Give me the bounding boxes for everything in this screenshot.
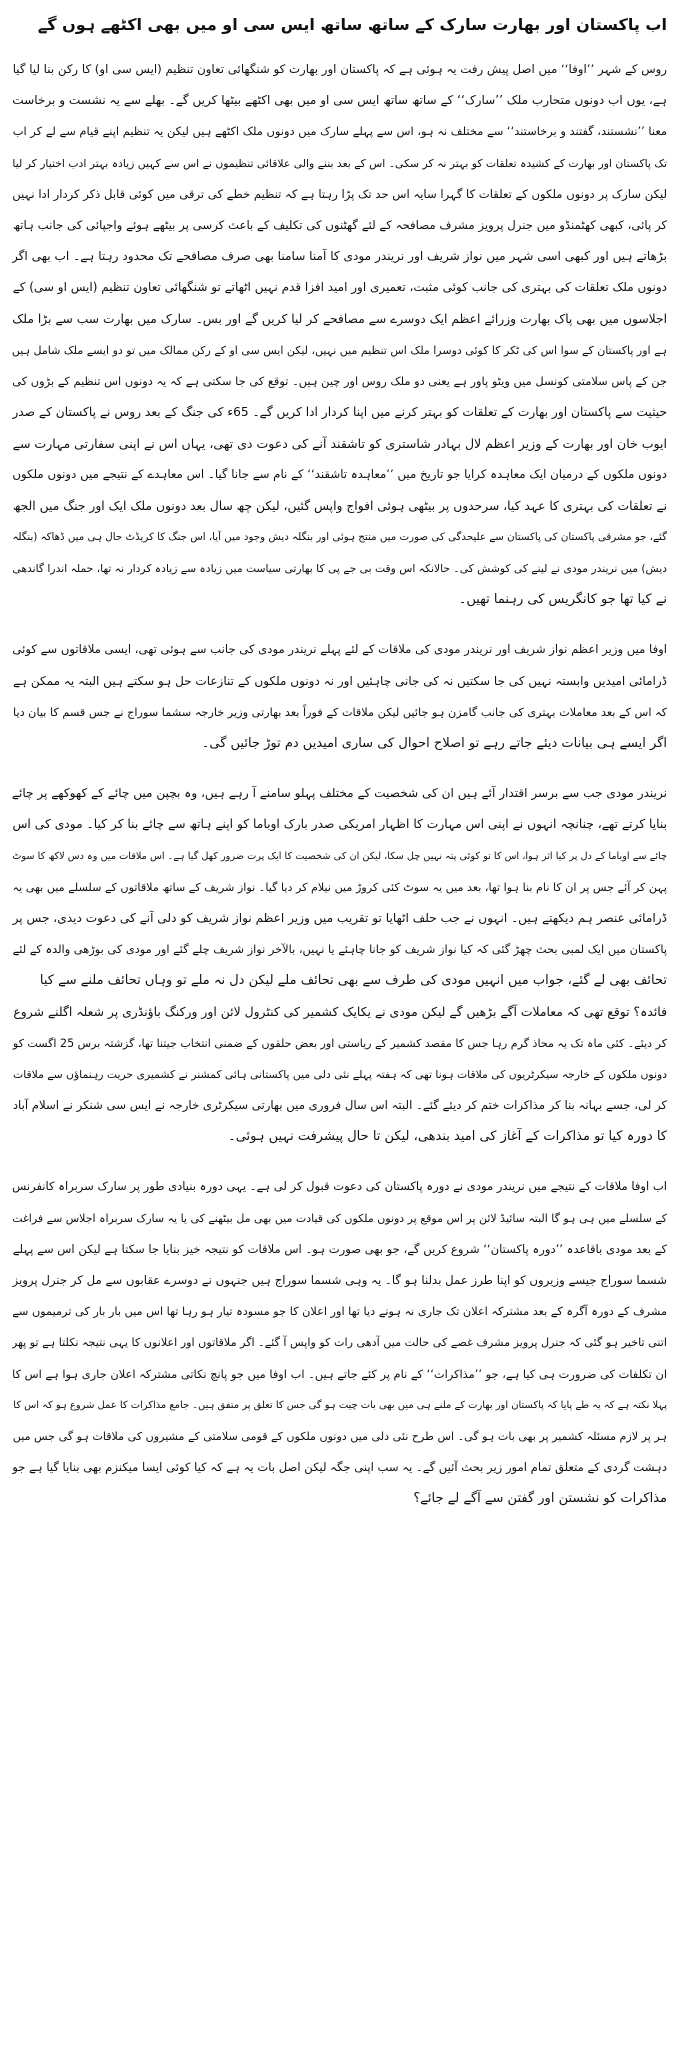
paragraph-line: مشرف کے دورہ آگرہ کے بعد مشترکہ اعلان تک جاری نہ ہونے دیا تھا اور اعلان کا جو مسودہ تیار ہو رہا تھا اس میں بار بار کی ترمیموں سے [12,1305,667,1319]
paragraph-line: ڈرامائی عنصر ہم دیکھتے ہیں۔ انہوں نے جب حلف اٹھایا تو تقریب میں وزیر اعظم نواز شریف کو دلی آنے کی دعوت دیدی، جس پر [12,910,667,925]
paragraph-line: کہ اس کے بعد معاملات بہتری کی جانب گامزن ہو جائیں لیکن ملاقات کے فوراً بعد بھارتی وزیر خارجہ سشما سوراج نے جس قسم کا بیان دیا [13,705,667,719]
article-body [12,54,667,1514]
paragraph-line: چائے سے اوباما کے دل پر کیا اثر ہوا، اس کا تو کوئی پتہ نہیں چل سکا، لیکن ان کی شخصیت کا ایک پرت ضرور کھل گیا ہے۔ اس ملاقات میں وہ دس لاکھ کا سوٹ [12,850,667,862]
paragraph-line: اتنی تاخیر ہو گئی کہ جنرل پرویز مشرف غصے کی حالت میں آدھی رات کو واپس آ گئے۔ اگر ملاقاتوں اور اعلانوں کا یہی نتیجہ نکلتا ہے تو پھر [12,1336,667,1350]
article-paragraph [12,54,667,615]
paragraph-line: جن کے پاس سلامتی کونسل میں ویٹو پاور ہے یعنی دو ملک روس اور چین ہیں۔ توقع کی جا سکتی ہے کہ یہ دونوں اس تنظیم کے بڑوں کی [12,373,667,388]
paragraph-line: نے تعلقات کی بہتری کا عہد کیا، سرحدوں پر بیٹھی ہوئی افواج واپس گئیں، لیکن چھ سال بعد دونوں ملک ایک اور جنگ میں الجھ [12,498,667,513]
paragraph-line: دونوں ملکوں کے درمیان ایک معاہدہ کرایا جو تاریخ میں ’’معاہدہ تاشقند‘‘ کے نام سے جانا گیا۔ اس معاہدے کے نتیجے میں دونوں ملکوں [12,467,667,482]
paragraph-line: اگر ایسے ہی بیانات دیئے جاتے رہے تو اصلاح احوال کی ساری امیدیں دم توڑ جائیں گی۔ [201,735,667,751]
paragraph-line: پہن کر آئے جس پر ان کا نام بنا ہوا تھا، بعد میں یہ سوٹ کئی کروڑ میں نیلام کر دیا گیا۔ نواز شریف کے ساتھ ملاقاتوں کے سلسلے میں بھی یہ [12,880,667,894]
paragraph-line: بنایا کرتے تھے، چنانچہ انہوں نے اپنی اس مہارت کا اظہار امریکی صدر بارک اوباما کو اپنے ہاتھ سے چائے بنا کر کیا۔ مودی کی اس [12,817,667,832]
paragraph-line: ہے اور پاکستان کے سوا اس کی ٹکر کا کوئی دوسرا ملک اس تنظیم میں نہیں، لیکن ایس سی او کے رکن ممالک میں تو دو ایسے ملک شامل ہیں [12,343,667,357]
paragraph-line: ڈرامائی امیدیں وابستہ نہیں کی جا سکتیں نہ کی جانی چاہئیں اور نہ دونوں ملکوں کے تنازعات حل ہو سکتے ہیں البتہ یہ ممکن ہے [12,673,667,688]
paragraph-line: ہر پر لازم مسئلہ کشمیر پر بھی بات ہو گی۔ اس طرح نئی دلی میں دونوں ملکوں کے قومی سلامتی کے مشیروں کی ملاقات ہو گی جس میں [12,1429,667,1443]
paragraph-line: مذاکرات کو نشستن اور گفتن سے آگے لے جائے؟ [413,1491,667,1507]
paragraph-line: نریندر مودی جب سے برسر اقتدار آئے ہیں ان کی شخصیت کے مختلف پہلو سامنے آ رہے ہیں، وہ بچپن میں چائے کے کھوکھے پر چائے [12,786,667,801]
paragraph-line: پاکستان میں ایک لمبی بحث چھڑ گئی کہ کیا نواز شریف کو جانا چاہئے یا نہیں، بالآخر نواز شریف چلے گئے اور مودی کی بوڑھی والدہ کے لئے [12,942,667,957]
paragraph-line: معنا ’’نشستند، گفتند و برخاستند‘‘ سے مختلف نہ ہو، اس سے پہلے سارک میں دونوں ملک اکٹھے ہیں لیکن یہ تنظیم اپنے قیام سے لے کر اب [12,124,667,139]
paragraph-line: دہشت گردی کے متعلق تمام امور زیر بحث آئیں گے۔ یہ سب اپنی جگہ لیکن اصل بات یہ ہے کہ کیا کوئی ایسا میکنزم بھی بنایا گیا ہے جو [12,1460,667,1475]
paragraph-line: نے کیا تھا جو کانگریس کی رہنما تھیں۔ [458,592,667,608]
paragraph-line: دونوں ملک تعلقات کی بہتری کی جانب کوئی مثبت، تعمیری اور امید افزا قدم نہیں اٹھاتے تو شنگھائی تعاون تنظیم (ایس او سی) کے [12,280,667,295]
paragraph-line: تک پاکستان اور بھارت کے کشیدہ تعلقات کو بہتر نہ کر سکی۔ اس کے بعد بننے والی علاقائی تنظیموں نے اس سے کہیں زیادہ بہتر ادب اختیار کر لیا [12,156,667,170]
paragraph-line: دیش) میں نریندر مودی نے لینے کی کوشش کی۔ حالانکہ اس وقت بی جے پی کا بھارتی سیاست میں زیادہ سے زیادہ کردار نہ تھا، حملہ اندرا گاندھی [12,562,667,575]
paragraph-line: کر دیئے۔ کئی ماہ تک یہ محاذ گرم رہا جس کا مقصد کشمیر کے ریاستی اور بعض حلقوں کے ضمنی انتخاب جیتنا تھا، گزشتہ برس 25 اگست کو [12,1036,667,1050]
paragraph-line: اجلاسوں میں بھی پاک بھارت وزرائے اعظم ایک دوسرے سے مصافحے کر لیا کریں گے اور بس۔ سارک میں بھارت سب سے بڑا ملک [12,311,667,326]
article-headline: اب پاکستان اور بھارت سارک کے ساتھ ساتھ ایس سی او میں بھی اکٹھے ہوں گے [37,15,667,34]
paragraph-line: کا دورہ کیا تو مذاکرات کے آغاز کی امید بندھی، لیکن تا حال پیشرفت نہیں ہوئی۔ [228,1129,667,1145]
paragraph-line: دونوں ملکوں کے خارجہ سیکرٹریوں کی ملاقات ہونا تھی کہ ہفتہ پہلے نئی دلی میں پاکستانی ہائی کمشنر نے کشمیری حریت رہنماؤں سے ملاقات [13,1067,667,1081]
paragraph-line: فائدہ؟ توقع تھی کہ معاملات آگے بڑھیں گے لیکن مودی نے یکایک کشمیر کی کنٹرول لائن اور ورکنگ باؤنڈری پر شعلہ اگلنے شروع [13,1004,667,1020]
paragraph-line: اب اوفا ملاقات کے نتیجے میں نریندر مودی نے دورہ پاکستان کی دعوت قبول کر لی ہے۔ یہی دورہ بنیادی طور پر سارک سربراہ کانفرنس [12,1179,667,1194]
paragraph-line: کے سلسلے میں ہی ہو گا البتہ سائیڈ لائن پر اس موقع پر دونوں ملکوں کی قیادت میں بھی مل بیٹھنے کی یا یہ سارک سربراہ اجلاس سے فراغت [12,1211,667,1225]
paragraph-line: روس کے شہر ’’اوفا‘‘ میں اصل پیش رفت یہ ہوئی ہے کہ پاکستان اور بھارت کو شنگھائی تعاون تنظیم (ایس سی او) کا رکن بنا لیا گیا [12,62,667,76]
paragraph-line: کے بعد مودی باقاعدہ ’’دورہ پاکستان‘‘ شروع کریں گے، جو بھی صورت ہو۔ اس ملاقات کو نتیجہ خیز بنایا جا سکتا ہے لیکن اس سے پہلے [12,1241,667,1256]
paragraph-line: کر لی، جسے بہانہ بنا کر مذاکرات ختم کر دیئے گئے۔ البتہ اس سال فروری میں بھارتی سیکرٹری خارجہ نے ایس سی شنکر نے اسلام آباد [12,1098,667,1112]
article-paragraph [12,778,667,1152]
paragraph-line: بڑھاتے ہیں اور کبھی اسی شہر میں نواز شریف اور نریندر مودی کا آمنا سامنا بھی صرف مصافحے تک محدود رہتا ہے۔ اب بھی اگر [12,249,667,264]
paragraph-line: اوفا میں وزیر اعظم نواز شریف اور نریندر مودی کی ملاقات کے لئے پہلے نریندر مودی کی جانب سے ہوئی تھی، ایسی ملاقاتوں سے کوئی [12,642,667,657]
paragraph-line: لیکن سارک پر دونوں ملکوں کے تعلقات کا گہرا سایہ اس حد تک پڑا رہتا ہے کہ تنظیم خطے کی ترقی میں کوئی قابل ذکر کردار ادا نہیں [12,186,667,201]
article-paragraph [12,634,667,759]
paragraph-line: ایوب خان اور بھارت کے وزیر اعظم لال بہادر شاستری کو تاشقند آنے کی دعوت دی تھی، یہاں اس نے اپنی سفارتی مہارت سے [12,436,667,452]
paragraph-line: حیثیت سے پاکستان اور بھارت کے تعلقات کو بہتر کرنے میں اپنا کردار ادا کریں گے۔ 65ء کی جنگ کے بعد روس نے پاکستان کے صدر [12,405,667,420]
paragraph-line: شسما سوراج جیسے وزیروں کو اپنا طرز عمل بدلنا ہو گا۔ یہ وہی شسما سوراج ہیں جنہوں نے دوسرے عقابوں سے مل کر جنرل پرویز [12,1272,667,1287]
paragraph-line: کر پائی، کبھی کھٹمنڈو میں جنرل پرویز مشرف مصافحہ کے لئے گھٹنوں کی تکلیف کے باعث کرسی پر بیٹھے ہوئے واجپائی کی جانب ہاتھ [12,217,667,232]
paragraph-line: گئے، جو مشرقی پاکستان کی پاکستان سے علیحدگی کی صورت میں منتج ہوئی اور بنگلہ دیش وجود میں آیا، اس جنگ کا کریڈٹ حال ہی میں ڈھاکہ (بنگلہ [12,530,667,543]
paragraph-line: تحائف بھی لے گئے، جواب میں انہیں مودی کی طرف سے بھی تحائف ملے لیکن دل نہ ملے تو وہاں تحائف ملنے سے کیا [39,973,667,989]
paragraph-line: پہلا نکتہ ہے کہ یہ طے پایا کہ پاکستان اور بھارت کے ملنے ہی میں بھی بات چیت ہو گی جس کا تعلق پر متفق ہیں۔ جامع مذاکرات کا عمل شروع ہو کہ اس کا [13,1399,667,1411]
article-paragraph [12,1171,667,1514]
paragraph-line: ان تکلفات کی ضرورت ہی کیا ہے، جو ’’مذاکرات‘‘ کے نام پر کئے جاتے ہیں۔ اب اوفا میں جو پانچ نکاتی مشترکہ اعلان جاری ہوا ہے اس کا [12,1366,667,1381]
paragraph-line: ہے، یوں اب دونوں متحارب ملک ’’سارک‘‘ کے ساتھ ساتھ ایس سی او میں بھی اکٹھے بیٹھا کریں گے۔ بھلے سے یہ نشست و برخاست [12,93,667,108]
